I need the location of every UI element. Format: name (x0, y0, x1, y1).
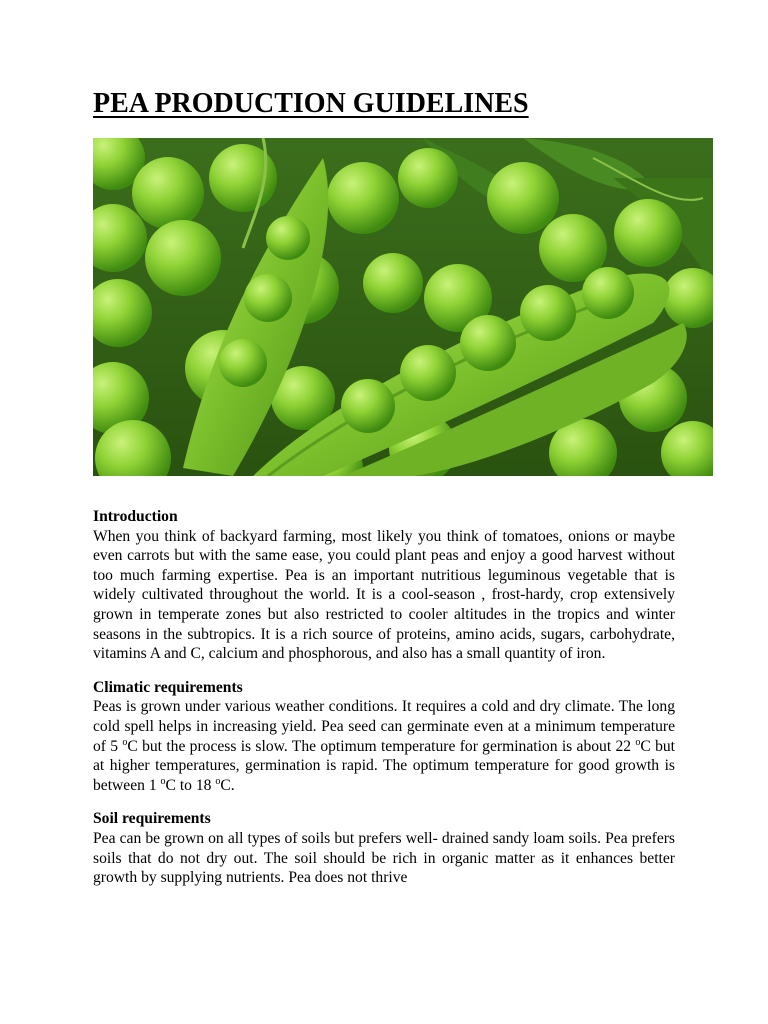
section-climatic-requirements (93, 678, 675, 796)
green-peas-photo-icon (93, 138, 713, 476)
section-heading: Climatic requirements (93, 678, 243, 696)
section-heading: Soil requirements (93, 810, 211, 828)
degree-mark: o (215, 775, 221, 787)
section-heading: Introduction (93, 508, 178, 525)
section-body: Pea can be grown on all types of soils but prefers well- drained sandy loam soils. Pea prefers soils that do not dry out. The soil should be rich in organic matter as it enhances better growth by supplying nutrients. Pea does not thrive (93, 829, 675, 887)
section-body (93, 697, 675, 795)
degree-mark: o (635, 736, 641, 748)
degree-mark: o (160, 775, 166, 787)
page-title: PEA PRODUCTION GUIDELINES (93, 88, 529, 119)
section-body: When you think of backyard farming, most likely you think of tomatoes, onions or maybe even carrots but with the same ease, you could plant peas and enjoy a good harvest without too much farming expertise. Pea is an important nutritious leguminous vegetable that is widely cultivated throughout the world. It is a cool-season , frost-hardy, crop extensively grown in temperate zones but also restricted to cooler altitudes in the tropics and winter seasons in the subtropics. It is a rich source of proteins, amino acids, sugars, carbohydrate, vitamins A and C, calcium and phosphorous, and also has a small quantity of iron. (93, 527, 675, 663)
body-text: C to 18 (165, 776, 216, 794)
peas-illustration (93, 138, 713, 476)
body-text: C. (220, 776, 235, 794)
body-text: Peas is grown under various weather conditions. It requires a cold and dry climate. The long cold spell helps in increasing yield. Pea seed can germinate even at a minimum temperature of 5 (93, 698, 675, 755)
section-introduction (93, 507, 675, 664)
section-soil-requirements (93, 809, 675, 887)
body-text: C but at higher temperatures, germination is rapid. The optimum temperature for good growth is between 1 (93, 737, 676, 794)
body-text: C but the process is slow. The optimum temperature for germination is about 22 (127, 737, 636, 755)
degree-mark: o (122, 736, 128, 748)
document-body (93, 507, 675, 902)
